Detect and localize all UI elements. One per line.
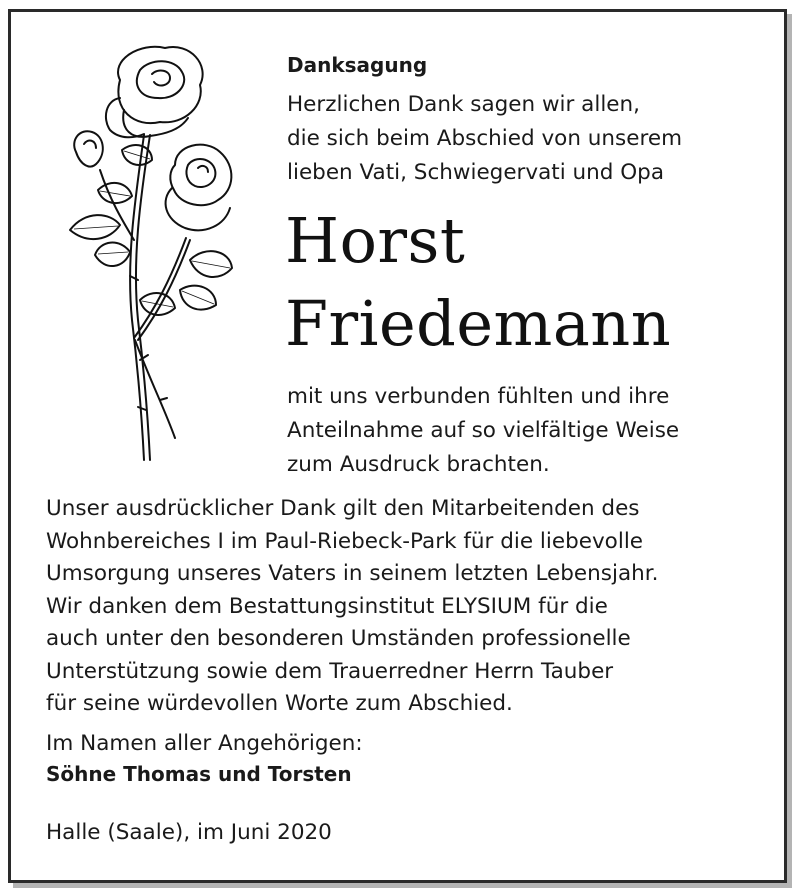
body-line: Unser ausdrücklicher Dank gilt den Mitarbeitenden des xyxy=(46,496,640,521)
after-line: Anteilnahme auf so vielfältige Weise xyxy=(287,418,680,443)
after-line: zum Ausdruck brachten. xyxy=(287,452,550,477)
body-line: für seine würdevollen Worte zum Abschied. xyxy=(46,691,513,716)
body-line: Unterstützung sowie dem Trauerredner Herrn Tauber xyxy=(46,658,614,684)
deceased-last-name: Friedemann xyxy=(285,287,672,360)
family-label: Im Namen aller Angehörigen: xyxy=(46,731,363,756)
intro-line: lieben Vati, Schwiegervati und Opa xyxy=(287,160,665,185)
body-line: Umsorgung unseres Vaters in seinem letzten Lebensjahr. xyxy=(46,561,659,586)
intro-line: die sich beim Abschied von unserem xyxy=(287,126,683,151)
notice-heading: Danksagung xyxy=(287,53,428,77)
body-line: Wohnbereiches I im Paul-Riebeck-Park für die liebevolle xyxy=(46,528,644,554)
body-text xyxy=(46,493,658,721)
intro-line: Herzlichen Dank sagen wir allen, xyxy=(287,92,640,117)
intro-text xyxy=(287,88,682,190)
body-line: auch unter den besonderen Umständen professionelle xyxy=(46,626,631,651)
after-line: mit uns verbunden fühlten und ihre xyxy=(287,384,670,409)
family-names: Söhne Thomas und Torsten xyxy=(46,762,352,786)
rose-icon xyxy=(40,40,240,465)
body-line: Wir danken dem Bestattungsinstitut ELYSIUM für die xyxy=(46,593,608,619)
after-name-text xyxy=(287,380,679,482)
place-date: Halle (Saale), im Juni 2020 xyxy=(46,820,332,845)
deceased-first-name: Horst xyxy=(285,204,466,277)
